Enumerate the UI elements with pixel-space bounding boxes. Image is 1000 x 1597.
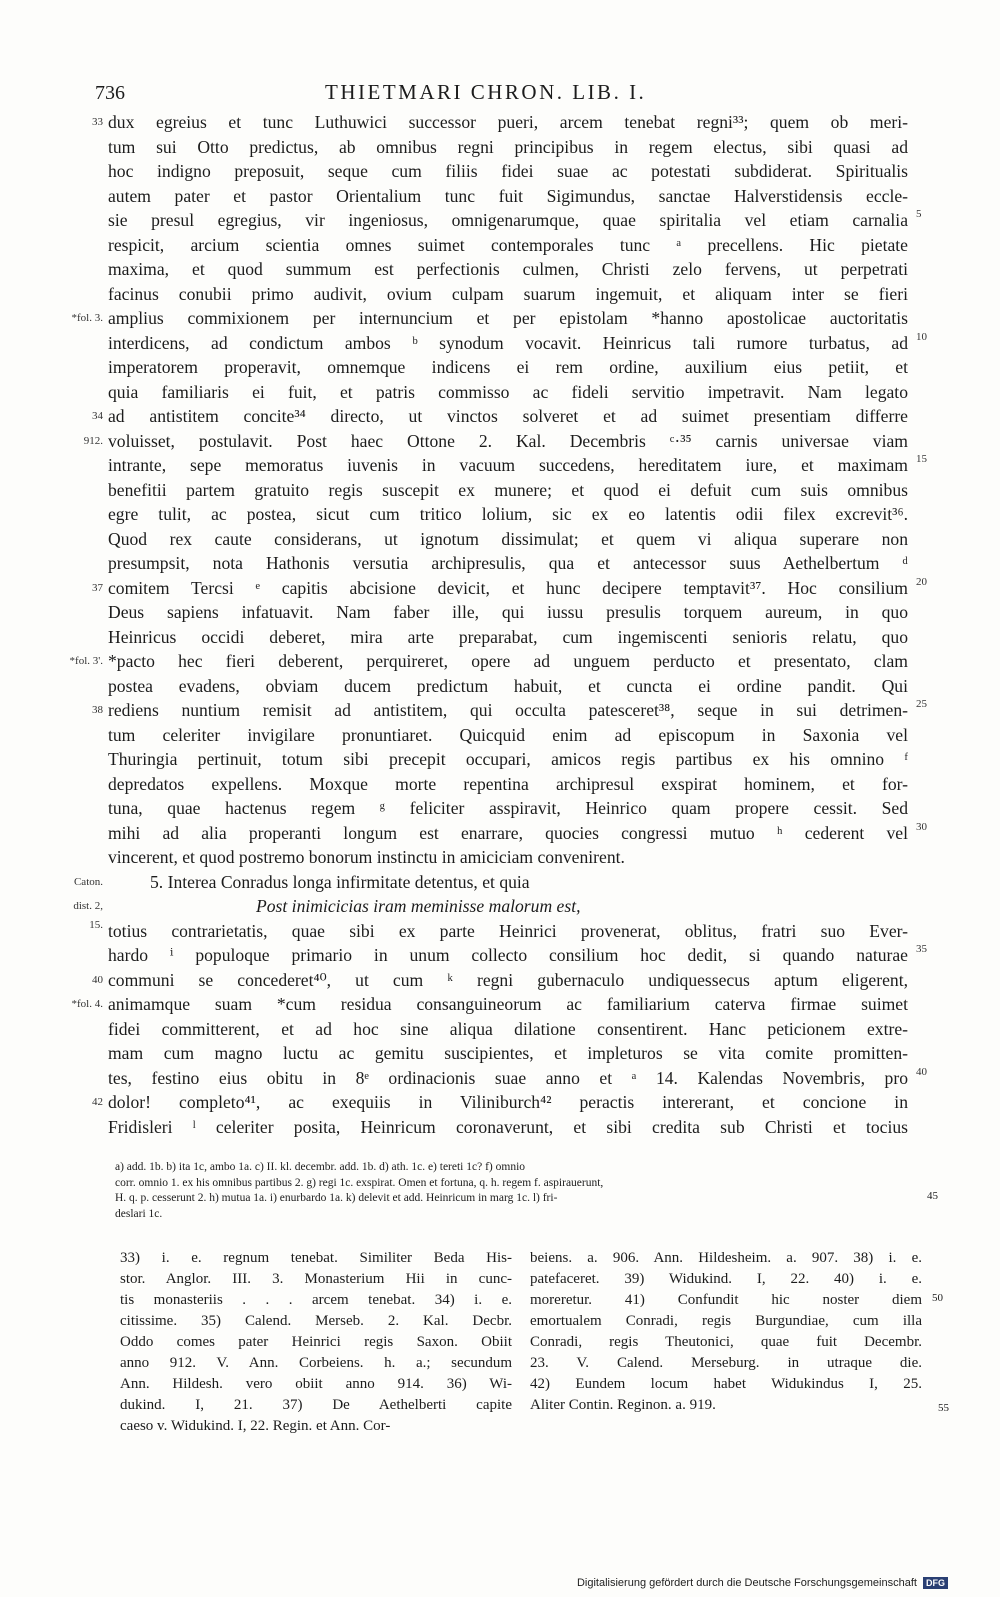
margin-note-left: 42 (92, 1096, 103, 1108)
cato-quote: Post inimicicias iram meminisse malorum est, (256, 896, 581, 916)
text-line (92, 110, 908, 135)
text-line (108, 478, 908, 503)
line-number: 45 (927, 1190, 938, 1202)
footnote-line: anno 912. V. Ann. Corbeiens. h. a.; secundum (120, 1355, 512, 1371)
footnote-line: stor. Anglor. III. 3. Monasterium Hii in cunc- (120, 1271, 512, 1287)
text-line (92, 1090, 908, 1115)
footnote-line: moreretur. 41) Confundit hic noster diem (530, 1292, 922, 1308)
margin-note-left: 37 (92, 581, 103, 594)
line-number: 10 (916, 330, 927, 343)
line-text: communi se concederet⁴⁰, ut cum ᵏ regni gubernaculo undiquessecus aptum eligerent, (108, 969, 908, 990)
margin-note-left: 33 (92, 116, 103, 128)
credit-text: Digitalisierung gefördert durch die Deutsche Forschungsgemeinschaft (576, 1576, 917, 1589)
text-line (108, 527, 908, 552)
section-5-start: 5. Interea Conradus longa infirmitate detentus, et quia (150, 871, 530, 892)
line-number: 5 (916, 208, 922, 220)
text-line (108, 820, 927, 846)
line-text: totius contrarietatis, quae sibi ex parte Heinrici provenerat, oblitus, fratri suo Ever- (108, 920, 908, 941)
text-line (92, 698, 927, 723)
text-line (83, 429, 908, 454)
line-text: ad antistitem concite³⁴ directo, ut vinctos solveret et ad suimet presentiam differre (108, 406, 908, 426)
text-line (108, 233, 908, 258)
line-text: dux egreius et tunc Luthuwici successor pueri, arcem tenebat regni³³; quem ob meri- (108, 112, 908, 132)
footnote-line: patefaceret. 39) Widukind. I, 22. 40) i. e. (530, 1271, 922, 1287)
text-line (108, 208, 922, 233)
line-number: 40 (916, 1065, 927, 1078)
line-text: dolor! completo⁴¹, ac exequiis in Viliniburch⁴² peractis intererant, et concione in (108, 1092, 908, 1112)
line-text: sie presul egregius, vir ingeniosus, omnigenarumque, quae spiritalia vel etiam carnalia (108, 210, 908, 230)
text-line (108, 257, 908, 282)
running-head: THIETMARI CHRON. LIB. I. (325, 80, 647, 104)
critical-apparatus (115, 1160, 945, 1222)
line-text: quia familiaris ei fuit, et patris commisso ac fideli servitio impetravit. Nam legato (108, 381, 908, 402)
cato-margin-1: Caton. (73, 875, 103, 888)
text-line (108, 1017, 908, 1042)
line-text: vincerent, et quod postremo bonorum instinctu in amiciciam convenirent. (108, 847, 625, 867)
margin-note-left: *fol. 4. (71, 998, 103, 1010)
footnote-line: dukind. I, 21. 37) De Aethelberti capite (120, 1397, 512, 1413)
footnote-line: Aliter Contin. Reginon. a. 919. (530, 1397, 716, 1413)
line-number-50: 50 (932, 1292, 943, 1304)
line-text: fidei committerent, et ad hoc sine aliqua dilatione consentirent. Hanc peticionem extre- (108, 1018, 908, 1039)
text-line (92, 404, 908, 429)
line-text: Deus sapiens infatuavit. Nam faber ille, qui iussu presulis torquem aureum, in quo (108, 602, 908, 622)
line-number: 20 (916, 575, 927, 588)
line-text: hoc indigno preposuit, seque cum filiis fidei suae ac potestati subdiderat. Spiritualis (108, 161, 908, 181)
footnotes-left-column (120, 1248, 512, 1437)
line-text: intrante, sepe memoratus iuvenis in vacuum succedens, hereditatem iure, et maximam (108, 455, 908, 475)
footnote-line: 42) Eundem locum habet Widukindus I, 25. (530, 1376, 922, 1392)
line-text: *pacto hec fieri deberent, perquireret, opere ad unguem perducto et presentato, clam (108, 651, 908, 671)
text-line (108, 159, 908, 184)
margin-note-left: *fol. 3'. (69, 655, 103, 667)
text-line (108, 919, 908, 944)
footnote-line: 23. V. Calend. Merseburg. in utraque die. (530, 1355, 922, 1371)
line-text: comitem Tercsi ᵉ capitis abcisione devicit, et hunc decipere temptavit³⁷. Hoc consilium (108, 577, 908, 598)
text-line (108, 625, 908, 650)
line-text: amplius commixionem per internuncium et per epistolam *hanno apostolicae auctoritatis (108, 308, 908, 328)
main-text-part-1 (69, 110, 927, 870)
text-line (108, 453, 927, 478)
line-text: interdicens, ad condictum ambos ᵇ synodum vocavit. Heinricus tali rumore turbatus, ad (108, 332, 908, 353)
text-line (71, 992, 908, 1017)
footnote-line: Ann. Hildesh. vero obiit anno 914. 36) Wi- (120, 1376, 512, 1392)
apparatus-text: H. q. p. cesserunt 2. h) mutua 1a. i) enurbardo 1a. k) delevit et add. Heinricum in marg 1c. l) fri- (115, 1192, 558, 1204)
line-number: 25 (916, 698, 927, 710)
footnote-line: beiens. a. 906. Ann. Hildesheim. a. 907. 38) i. e. (530, 1250, 922, 1266)
text-line (108, 502, 908, 527)
dfg-logo-icon: DFG (923, 1577, 948, 1589)
text-line (108, 551, 908, 576)
line-text: benefitii partem gratuito regis suscepit ex munere; et quod ei defuit cum suis omnibus (108, 479, 908, 500)
line-text: Thuringia pertinuit, totum sibi precepit occupari, amicos regis partibus ex his omnino ᶠ (108, 749, 908, 769)
line-text: depredatos expellens. Moxque morte repentina archipresul exspirat hominem, et for- (108, 773, 908, 794)
text-line (108, 747, 908, 772)
line-text: respicit, arcium scientia omnes suimet contemporales tunc ᵃ precellens. Hic pietate (108, 234, 908, 255)
cato-quote-line (73, 894, 908, 919)
footnote-line: tis monasteriis . . . arcem tenebat. 34) i. e. (120, 1292, 512, 1308)
cato-section-line (73, 870, 908, 895)
line-number: 15 (916, 453, 927, 465)
page-header (95, 72, 965, 112)
line-text: mihi ad alia properanti longum est enarrare, quocies congressi mutuo ʰ cederent vel (108, 822, 908, 843)
apparatus-line (115, 1176, 945, 1192)
text-line (92, 968, 908, 993)
text-line (108, 1065, 927, 1091)
margin-note-left: 912. (83, 434, 103, 447)
text-line (108, 943, 927, 968)
footnotes-right-column (530, 1248, 922, 1416)
line-number: 35 (916, 943, 927, 955)
main-text-block (69, 110, 927, 1139)
line-text: tum sui Otto predictus, ab omnibus regni principibus in regem electus, sibi quasi ad (108, 136, 908, 157)
text-line (108, 380, 908, 405)
line-text: tuna, quae hactenus regem ᵍ feliciter asspiravit, Heinrico quam propere cessit. Sed (108, 798, 908, 818)
line-text: Heinricus occidi deberet, mira arte preparabat, cum ingemiscenti senioris relatu, quo (108, 626, 908, 647)
apparatus-line (115, 1207, 945, 1223)
text-line (108, 772, 908, 797)
footnote-line: caeso v. Widukind. I, 22. Regin. et Ann. Cor- (120, 1418, 391, 1434)
line-text: tes, festino eius obitu in 8ᵉ ordinacionis suae anno et ᵃ 14. Kalendas Novembris, pro (108, 1067, 908, 1088)
line-number-55: 55 (938, 1402, 949, 1414)
line-text: autem pater et pastor Orientalium tunc fuit Sigimundus, sanctae Halverstidensis eccle- (108, 185, 908, 206)
line-text: animamque suam *cum residua consanguineorum ac familiarium caterva firmae suimet (108, 994, 908, 1014)
apparatus-line (115, 1160, 945, 1176)
text-line (108, 796, 908, 821)
line-text: voluisset, postulavit. Post haec Ottone 2. Kal. Decembris ᶜ·³⁵ carnis universae viam (108, 430, 908, 451)
margin-note-left: 40 (92, 973, 103, 986)
line-text: facinus conubii primo audivit, ovium culpam suarum ingemuit, et aliquam inter se fieri (108, 283, 908, 304)
footnote-line: Oddo comes pater Heinrici regis Saxon. Obiit (120, 1334, 512, 1350)
margin-note-left: 38 (92, 704, 103, 716)
text-line (108, 135, 908, 160)
line-text: presumpsit, nota Hathonis versutia archipresulis, qua et antecessor suus Aethelbertum ᵈ (108, 553, 908, 573)
margin-note-left: *fol. 3. (71, 312, 103, 324)
digitization-credit (577, 1577, 948, 1589)
text-line (69, 649, 908, 674)
margin-note-left: 34 (92, 410, 103, 422)
apparatus-text: deslari 1c. (115, 1207, 163, 1220)
line-text: Fridisleri ˡ celeriter posita, Heinricum coronaverunt, et sibi credita sub Christi et tocius (108, 1116, 908, 1137)
text-line (108, 1041, 908, 1066)
cato-margin-2: dist. 2, (73, 900, 103, 912)
text-line (71, 306, 908, 331)
apparatus-text: corr. omnio 1. ex his omnibus partibus 2. g) regi 1c. exspirat. Omen et fortuna, q. h. regem f. aspirauerunt, (115, 1176, 604, 1189)
line-text: Quod rex caute considerans, ut ignotum dissimulat; et quem vi aliqua superare non (108, 528, 908, 549)
line-text: imperatorem properavit, omnemque indicens ei rem ordine, auxilium eius petiit, et (108, 357, 908, 377)
footnote-line: Conradi, regis Theutonici, quae fuit Decembr. (530, 1334, 922, 1350)
footnote-line: citissime. 35) Calend. Merseb. 2. Kal. Decbr. (120, 1313, 512, 1329)
line-text: mam cum magno luctu ac gemitu suscipientes, et impleturos se vita comite promitten- (108, 1043, 908, 1063)
line-text: maxima, et quod summum est perfectionis culmen, Christi zelo fervens, ut perpetrati (108, 259, 908, 279)
text-line (108, 845, 908, 870)
line-text: egre tulit, ac postea, sicut cum tritico lolium, sic ex eo latentis odii filex excrevit³⁶. (108, 504, 908, 524)
apparatus-text: a) add. 1b. b) ita 1c, ambo 1a. c) II. kl. decembr. add. 1b. d) ath. 1c. e) tereti 1c? f) omnio (115, 1161, 526, 1173)
page-number: 736 (95, 82, 125, 104)
text-line (108, 600, 908, 625)
text-line (92, 575, 927, 601)
line-text: tum celeriter invigilare pronuntiaret. Quicquid enim ad episcopum in Saxonia vel (108, 724, 908, 745)
text-line (108, 355, 908, 380)
text-line (108, 723, 908, 748)
text-line (108, 330, 927, 356)
apparatus-line (115, 1191, 945, 1207)
text-line (108, 1115, 908, 1140)
footnote-line: emortualem Conradi, regis Burgundiae, cum illa (530, 1313, 922, 1329)
line-text: postea evadens, obviam ducem predictum habuit, et cuncta ei ordine pandit. Qui (108, 675, 908, 696)
line-text: hardo ⁱ populoque primario in unum collecto consilium hoc dedit, si quando naturae (108, 945, 908, 965)
line-text: rediens nuntium remisit ad antistitem, qui occulta patesceret³⁸, seque in sui detrimen- (108, 700, 908, 720)
line-number: 30 (916, 820, 927, 833)
text-line (108, 282, 908, 307)
footnote-line: 33) i. e. regnum tenebat. Similiter Beda His- (120, 1250, 512, 1266)
text-line (108, 674, 908, 699)
cato-margin-3: 15. (89, 918, 103, 931)
text-line (108, 184, 908, 209)
